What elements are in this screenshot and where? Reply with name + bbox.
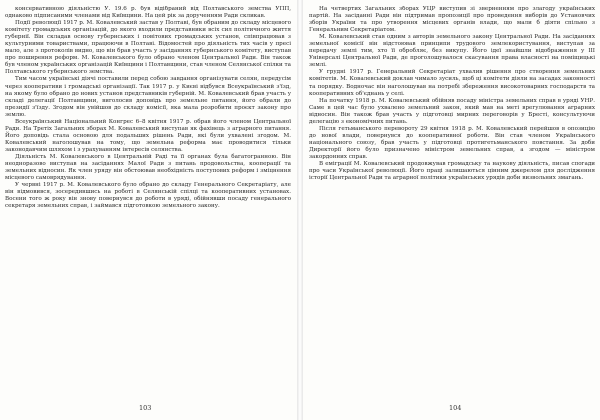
book-gutter	[297, 0, 303, 420]
left-page-text	[5, 6, 291, 398]
left-page-number: 103	[139, 404, 152, 412]
right-paragraph: На початку 1918 р. М. Ковалевський обійняв посаду міністра земельних справ в уряді УНР. Саме в цей час було ухвалено земельний закон, який мав на меті врегулювання аграрних відносин. Він також брав участь у підготовці мирних переговорів у Бресті, консультуючи делегацію з економічних питань.	[309, 97, 595, 125]
left-paragraph: консервативною діяльністю У. 19.6 р. був відібраний від Полтавського земства УПП, однаково підписаними членами від Київщини. На цей рік за дорученням Ради скликав.	[5, 6, 291, 20]
right-paragraph: В еміграції М. Ковалевський продовжував громадську та наукову діяльність, писав спогади про часи Української революції. Його праці залишаються цінним джерелом для дослідження історії Центральної Ради та аграрної політики українських урядів доби визвольних змагань.	[309, 161, 595, 182]
right-paragraph: На четвертих Загальних зборах УЦР виступив зі зверненням про злагоду українських партій. На засіданні Ради він підтримав пропозиції про проведення виборів до Установчих зборів України та про утворення місцевих органів влади, що мали б діяти спільно з Генеральним Секретаріатом.	[309, 6, 595, 34]
right-paragraph: Після гетьманського перевороту 29 квітня 1918 р. М. Ковалевський перейшов в опозицію до нової влади, повернувся до кооперативної роботи. Він став членом Українського національного союзу, брав участь у підготовці протигетьманського повстання. За доби Директорії його було призначено міністром земельних справ, а згодом — міністром закордонних справ.	[309, 125, 595, 160]
left-paragraph: Діяльність М. Ковалевського в Центральній Раді та її органах була багатогранною. Він неодноразово виступав на засіданнях Малої Ради з питань продовольства, кооперації та земельних відносин. Як член уряду він обстоював необхідність поступових реформ і зміцнення місцевого самоврядування.	[5, 153, 291, 182]
right-page-number: 104	[449, 404, 462, 412]
left-paragraph: Всеукраїнський Національний Конгрес 6–8 квітня 1917 р. обрав його членом Центральної Ради. На Третіх Загальних зборах М. Ковалевський виступав як фахівець з аграрного питання. Його доповідь стала основою для подальших рішень Ради, які були ухвалені згодом. М. Ковалевський наголошував на тому, що земельна реформа має проводитися тільки законодавчим шляхом і з урахуванням інтересів селянства.	[5, 118, 291, 153]
left-paragraph: Тим часом українські діячі поставили перед собою завдання організувати селян, передусім через кооперативи і громадські організації. Так 1917 р. у Києві відбувся Всеукраїнський з'їзд, на якому було обрано до нових установ представників губерній. М. Ковалевський брав участь у складі делегації Полтавщини, виголосив доповідь про земельне питання, його обрали до президії з'їзду. Згодом він увійшов до складу комісії, яка мала розробити проєкт закону про землю.	[5, 76, 291, 118]
right-paragraph: М. Ковалевський став одним з авторів земельного закону Центральної Ради. На засіданнях земельної комісії він відстоював принципи трудового землекористування, виступав за передачу землі тим, хто її обробляє, без викупу. Його ідеї знайшли відображення у III Універсалі Центральної Ради, де проголошувалося скасування права власності на поміщицькі землі.	[309, 34, 595, 69]
left-paragraph: Події революції 1917 р. М. Ковалевський застав у Полтаві, був обраним до складу місцевого комітету громадських організацій, до якого входили представники всіх сил політичного життя губернії. Він складав основу губернських і повітових громадських установ, співпрацював з культурними товариствами, працюючи в Полтаві. Відомостей про діяльність тих часів у пресі мало, але з протоколів видно, що він брав участь у засіданнях губернського комітету, виступав про поширення реформ. М. Ковалевського було обрано членом Центральної Ради. Він також був членом українських організацій Київщини і Полтавщини, став членом Селянської спілки та Полтавського губернського земства.	[5, 20, 291, 76]
right-paragraph: У грудні 1917 р. Генеральний Секретаріат ухвалив рішення про створення земельних комітетів. М. Ковалевський доклав чимало зусиль, щоб ці комітети діяли на засадах законності та порядку. Водночас він наголошував на потребі збереження високотоварних господарств та кооперативних об'єднань у селі.	[309, 69, 595, 97]
left-paragraph: У червні 1917 р. М. Ковалевського було обрано до складу Генерального Секретаріату, але він відмовився, зосередившись на роботі в Селянській спілці та кооперативних установах. Восени того ж року він знову повернувся до роботи в уряді, обійнявши посаду генерального секретаря земельних справ, і займався підготовкою земельного закону.	[5, 182, 291, 210]
right-page-text	[309, 6, 595, 398]
